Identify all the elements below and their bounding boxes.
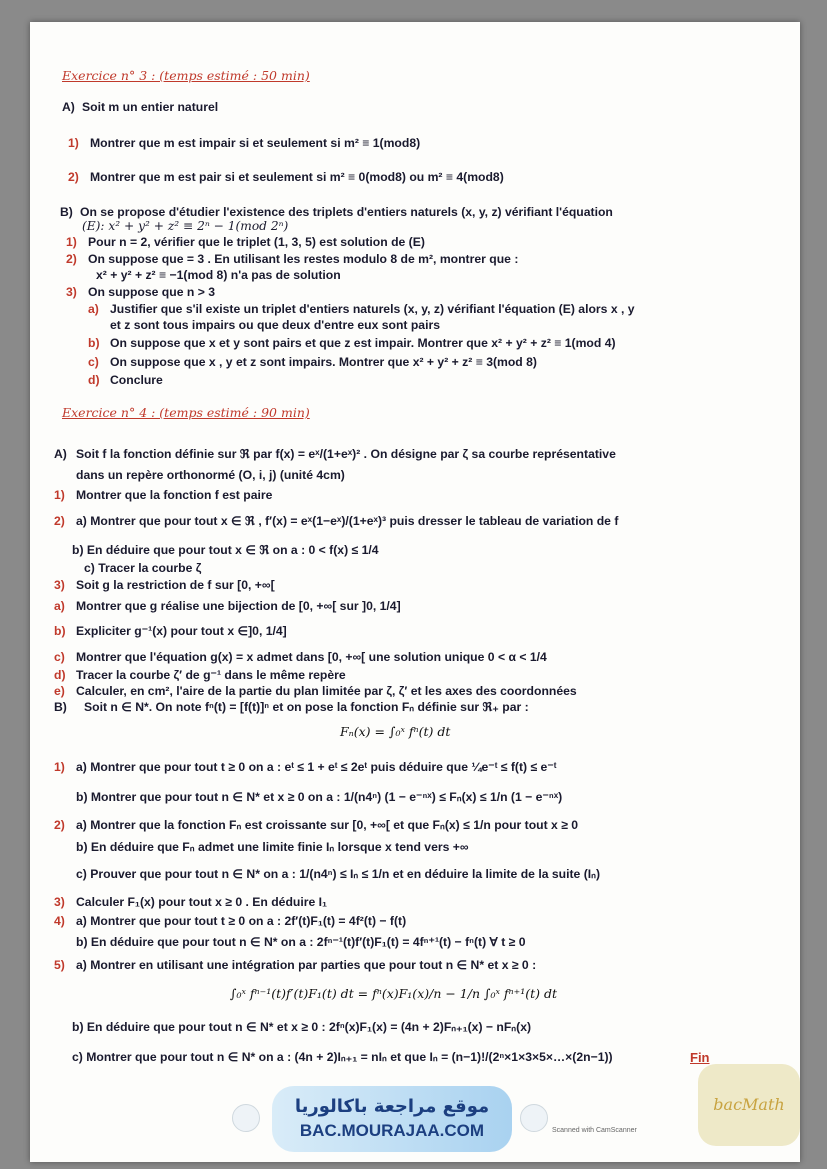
question-text: a) Montrer que pour tout t ≥ 0 on a : eᵗ ≤ 1 + eᵗ ≤ 2eᵗ puis déduire que ¼e⁻ᵗ ≤ f(t) ≤ e⁻ᵗ bbox=[76, 760, 557, 774]
sub-question-letter: b) bbox=[88, 336, 100, 350]
part-b-label: B) bbox=[54, 700, 67, 714]
question-text: a) Montrer que la fonction Fₙ est croissante sur [0, +∞[ et que Fₙ(x) ≤ 1/n pour tout x ≥ 0 bbox=[76, 818, 579, 832]
sub-question-text: Montrer que g réalise une bijection de [0, +∞[ sur ]0, 1/4] bbox=[76, 599, 401, 613]
equation-e: (E): x² + y² + z² ≡ 2ⁿ − 1(mod 2ⁿ) bbox=[82, 219, 289, 233]
sub-question-text: Montrer que l'équation g(x) = x admet dans [0, +∞[ une solution unique 0 < α < 1/4 bbox=[76, 650, 547, 664]
formula-fn: Fₙ(x) = ∫₀ˣ fⁿ(t) dt bbox=[340, 724, 451, 739]
scanner-watermark: Scanned with CamScanner bbox=[552, 1127, 637, 1134]
sub-question-text: On suppose que x , y et z sont impairs. Montrer que x² + y² + z² ≡ 3(mod 8) bbox=[110, 355, 537, 369]
sub-question-text: Conclure bbox=[110, 373, 163, 387]
part-a-label: A) bbox=[54, 447, 67, 461]
question-text: Montrer que la fonction f est paire bbox=[76, 488, 273, 502]
part-b-label: B) bbox=[60, 205, 73, 219]
bacmath-logo: bacMath bbox=[698, 1064, 800, 1146]
site-logo-icon bbox=[232, 1104, 260, 1132]
question-text: c) Tracer la courbe ζ bbox=[84, 561, 202, 575]
sub-question-letter: d) bbox=[88, 373, 100, 387]
question-number: 2) bbox=[54, 514, 65, 528]
sub-question-text: Expliciter g⁻¹(x) pour tout x ∈]0, 1/4] bbox=[76, 624, 287, 638]
question-text: a) Montrer en utilisant une intégration par parties que pour tout n ∈ N* et x ≥ 0 : bbox=[76, 958, 537, 972]
sub-question-letter: a) bbox=[88, 302, 99, 316]
fin-label: Fin bbox=[690, 1050, 710, 1065]
exercise-4-title: Exercice n° 4 : (temps estimé : 90 min) bbox=[62, 405, 310, 420]
site-url[interactable]: BAC.MOURAJAA.COM bbox=[299, 1121, 485, 1140]
question-number: 2) bbox=[54, 818, 65, 832]
part-a-label: A) bbox=[62, 100, 75, 114]
question-text: b) En déduire que pour tout x ∈ ℜ on a : 0 < f(x) ≤ 1/4 bbox=[72, 543, 379, 557]
question-text: On suppose que = 3 . En utilisant les restes modulo 8 de m², montrer que : bbox=[88, 252, 519, 266]
sub-question-letter: c) bbox=[88, 355, 99, 369]
part-b-text: On se propose d'étudier l'existence des triplets d'entiers naturels (x, y, z) vérifiant l'équation bbox=[80, 205, 613, 219]
question-number: 5) bbox=[54, 958, 65, 972]
exercise-3-title: Exercice n° 3 : (temps estimé : 50 min) bbox=[62, 68, 310, 83]
question-number: 1) bbox=[54, 488, 65, 502]
part-b-text: Soit n ∈ N*. On note fⁿ(t) = [f(t)]ⁿ et on pose la fonction Fₙ définie sur ℜ₊ par : bbox=[84, 700, 529, 714]
question-text: c) Prouver que pour tout n ∈ N* on a : 1/(n4ⁿ) ≤ Iₙ ≤ 1/n et en déduire la limite de la suite (Iₙ) bbox=[76, 867, 601, 881]
sub-question-letter: a) bbox=[54, 599, 65, 613]
question-text: b) En déduire que pour tout n ∈ N* et x ≥ 0 : 2fⁿ(x)F₁(x) = (4n + 2)Fₙ₊₁(x) − nFₙ(x) bbox=[72, 1020, 532, 1034]
question-text: Montrer que m est pair si et seulement si m² ≡ 0(mod8) ou m² ≡ 4(mod8) bbox=[90, 170, 504, 184]
sub-question-letter: d) bbox=[54, 668, 66, 682]
question-number: 3) bbox=[54, 895, 65, 909]
question-text: Montrer que m est impair si et seulement si m² ≡ 1(mod8) bbox=[90, 136, 421, 150]
site-logo-icon bbox=[520, 1104, 548, 1132]
sub-question-text: On suppose que x et y sont pairs et que z est impair. Montrer que x² + y² + z² ≡ 1(mod 4) bbox=[110, 336, 616, 350]
question-number: 3) bbox=[54, 578, 65, 592]
question-text: b) En déduire que pour tout n ∈ N* on a : 2fⁿ⁻¹(t)f′(t)F₁(t) = 4fⁿ⁺¹(t) − fⁿ(t) ∀ t ≥ 0 bbox=[76, 935, 526, 949]
site-banner[interactable] bbox=[272, 1086, 512, 1152]
sub-question-letter: b) bbox=[54, 624, 66, 638]
sub-question-text: Tracer la courbe ζ′ de g⁻¹ dans le même repère bbox=[76, 668, 346, 682]
question-number: 1) bbox=[54, 760, 65, 774]
question-number: 2) bbox=[68, 170, 79, 184]
question-number: 3) bbox=[66, 285, 77, 299]
question-number: 1) bbox=[68, 136, 79, 150]
formula-integration-by-parts: ∫₀ˣ fⁿ⁻¹(t)f′(t)F₁(t) dt = fⁿ(x)F₁(x)/n − 1/n ∫₀ˣ fⁿ⁺¹(t) dt bbox=[230, 986, 557, 1001]
sub-question-letter: c) bbox=[54, 650, 65, 664]
site-name-arabic: موقع مراجعة باكالوريا bbox=[294, 1096, 490, 1117]
question-number: 2) bbox=[66, 252, 77, 266]
question-text: Soit g la restriction de f sur [0, +∞[ bbox=[76, 578, 275, 592]
part-a-text: Soit m un entier naturel bbox=[82, 100, 219, 114]
question-text: c) Montrer que pour tout n ∈ N* on a : (4n + 2)Iₙ₊₁ = nIₙ et que Iₙ = (n−1)!/(2ⁿ×1×3×5×…×(2n−1)) bbox=[72, 1050, 613, 1064]
question-text: Calculer F₁(x) pour tout x ≥ 0 . En déduire I₁ bbox=[76, 895, 328, 909]
part-a-text: Soit f la fonction définie sur ℜ par f(x) = eˣ/(1+eˣ)² . On désigne par ζ sa courbe représentative bbox=[76, 447, 616, 461]
sub-question-text-cont: et z sont tous impairs ou que deux d'entre eux sont pairs bbox=[110, 318, 440, 332]
question-text: On suppose que n > 3 bbox=[88, 285, 215, 299]
question-text: Pour n = 2, vérifier que le triplet (1, 3, 5) est solution de (E) bbox=[88, 235, 425, 249]
part-a-text-cont: dans un repère orthonormé (O, i, j) (unité 4cm) bbox=[76, 468, 345, 482]
question-text: a) Montrer que pour tout t ≥ 0 on a : 2f′(t)F₁(t) = 4f²(t) − f(t) bbox=[76, 914, 407, 928]
question-number: 1) bbox=[66, 235, 77, 249]
question-text-cont: x² + y² + z² ≡ −1(mod 8) n'a pas de solution bbox=[96, 268, 341, 282]
question-text: b) En déduire que Fₙ admet une limite finie Iₙ lorsque x tend vers +∞ bbox=[76, 840, 469, 854]
sub-question-text: Justifier que s'il existe un triplet d'entiers naturels (x, y, z) vérifiant l'équation (E) alors x , y bbox=[110, 302, 635, 316]
question-text: a) Montrer que pour tout x ∈ ℜ , f′(x) = eˣ(1−eˣ)/(1+eˣ)³ puis dresser le tableau de variation de f bbox=[76, 514, 619, 528]
question-text: b) Montrer que pour tout n ∈ N* et x ≥ 0 on a : 1/(n4ⁿ) (1 − e⁻ⁿˣ) ≤ Fₙ(x) ≤ 1/n (1 − e⁻ⁿˣ) bbox=[76, 790, 563, 804]
question-number: 4) bbox=[54, 914, 65, 928]
sub-question-letter: e) bbox=[54, 684, 65, 698]
sub-question-text: Calculer, en cm², l'aire de la partie du plan limitée par ζ, ζ′ et les axes des coordonnées bbox=[76, 684, 577, 698]
